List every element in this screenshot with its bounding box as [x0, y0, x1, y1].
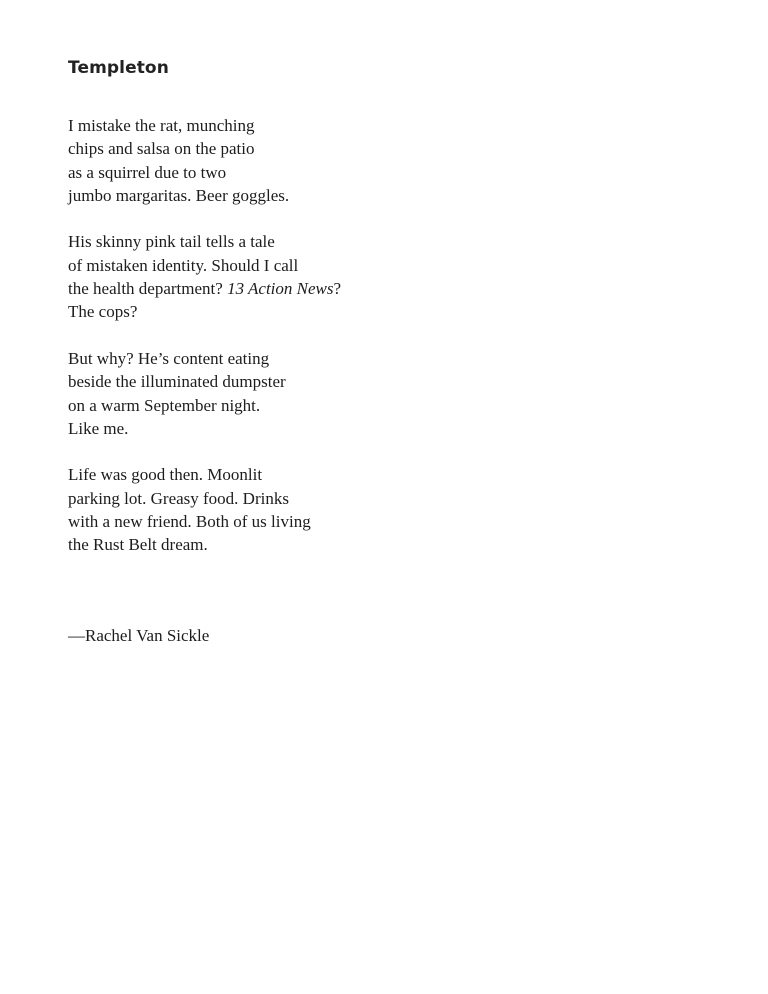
poem-line-with-italic — [68, 277, 668, 300]
poem-line: jumbo margaritas. Beer goggles. — [68, 185, 290, 205]
news-show-title: 13 Action News — [227, 279, 334, 299]
poem-title: Templeton — [68, 58, 169, 78]
poem-line: as a squirrel due to two — [68, 162, 227, 182]
poem-line: parking lot. Greasy food. Drinks — [68, 488, 289, 508]
stanza-3 — [68, 347, 668, 440]
author-signature: —Rachel Van Sickle — [68, 626, 210, 645]
poem-line: Life was good then. Moonlit — [68, 465, 263, 485]
poem-body — [68, 114, 668, 580]
stanza-2 — [68, 230, 668, 323]
poem-line: on a warm September night. — [68, 395, 261, 415]
stanza-1 — [68, 114, 668, 207]
poem-line: His skinny pink tail tells a tale — [68, 232, 275, 252]
poem-line: the Rust Belt dream. — [68, 535, 208, 555]
poem-line: The cops? — [68, 302, 138, 322]
line-text-before-italic: the health department? — [68, 279, 228, 299]
line-text-after-italic: ? — [333, 279, 342, 299]
poem-line: Like me. — [68, 418, 129, 438]
poem-line: chips and salsa on the patio — [68, 139, 255, 159]
poem-line: beside the illuminated dumpster — [68, 372, 286, 392]
poem-line: of mistaken identity. Should I call — [68, 255, 299, 275]
poem-line: But why? He’s content eating — [68, 348, 270, 368]
stanza-4 — [68, 463, 668, 556]
poem-line: with a new friend. Both of us living — [68, 512, 311, 532]
poem-line: I mistake the rat, munching — [68, 116, 255, 135]
